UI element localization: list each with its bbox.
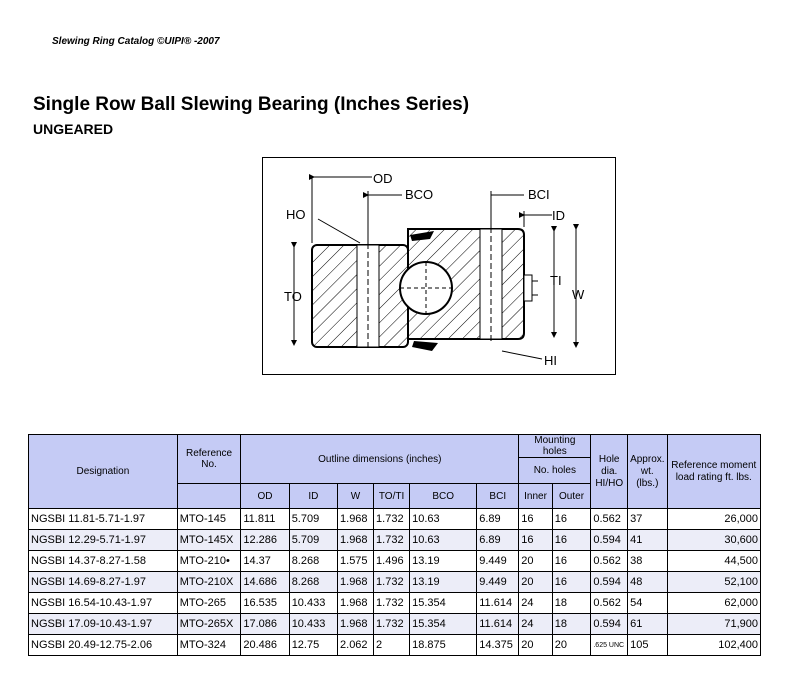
cell-ref: MTO-265 — [177, 593, 241, 614]
cell-designation: NGSBI 17.09-10.43-1.97 — [29, 614, 178, 635]
catalog-header: Slewing Ring Catalog ©UIPI® -2007 — [52, 36, 220, 47]
cell-bci: 6.89 — [477, 530, 519, 551]
table-row — [29, 551, 761, 572]
cell-wt: 54 — [628, 593, 667, 614]
cell-od: 17.086 — [241, 614, 289, 635]
cell-id: 8.268 — [289, 572, 337, 593]
cell-inner: 20 — [519, 572, 552, 593]
hi-label: HI — [544, 353, 557, 368]
w-label: W — [572, 287, 585, 302]
table-row — [29, 635, 761, 656]
specification-table — [28, 434, 761, 656]
cell-ref: MTO-210• — [177, 551, 241, 572]
cell-inner: 16 — [519, 509, 552, 530]
reference-header: Reference No. — [177, 435, 241, 484]
ref-subheader — [177, 484, 241, 509]
cell-toti: 1.732 — [374, 593, 410, 614]
cell-outer: 16 — [552, 509, 591, 530]
cell-hole: 0.594 — [591, 530, 628, 551]
table-row — [29, 593, 761, 614]
cell-rating: 30,600 — [667, 530, 760, 551]
moment-rating-header: Reference moment load rating ft. lbs. — [667, 435, 760, 509]
ho-label: HO — [286, 207, 306, 222]
no-holes-header: No. holes — [519, 458, 591, 484]
cell-bci: 14.375 — [477, 635, 519, 656]
cell-ref: MTO-265X — [177, 614, 241, 635]
table-row — [29, 530, 761, 551]
cell-designation: NGSBI 20.49-12.75-2.06 — [29, 635, 178, 656]
cell-inner: 16 — [519, 530, 552, 551]
cell-bco: 10.63 — [410, 530, 477, 551]
cell-outer: 20 — [552, 635, 591, 656]
cell-ref: MTO-145X — [177, 530, 241, 551]
cell-id: 12.75 — [289, 635, 337, 656]
cell-inner: 24 — [519, 593, 552, 614]
cell-w: 1.968 — [338, 614, 374, 635]
outer-header: Outer — [552, 484, 591, 509]
cell-ref: MTO-210X — [177, 572, 241, 593]
cell-od: 11.811 — [241, 509, 289, 530]
cell-inner: 20 — [519, 635, 552, 656]
cell-od: 20.486 — [241, 635, 289, 656]
cell-hole: .625 UNC — [591, 635, 628, 656]
cell-toti: 1.732 — [374, 614, 410, 635]
cell-w: 1.968 — [338, 530, 374, 551]
cell-toti: 1.732 — [374, 509, 410, 530]
cell-bco: 15.354 — [410, 593, 477, 614]
cell-bco: 13.19 — [410, 551, 477, 572]
cell-id: 10.433 — [289, 593, 337, 614]
toti-header: TO/TI — [374, 484, 410, 509]
cell-inner: 20 — [519, 551, 552, 572]
cell-toti: 1.732 — [374, 572, 410, 593]
w-header: W — [338, 484, 374, 509]
cell-rating: 52,100 — [667, 572, 760, 593]
bco-header: BCO — [410, 484, 477, 509]
cell-designation: NGSBI 11.81-5.71-1.97 — [29, 509, 178, 530]
cell-inner: 24 — [519, 614, 552, 635]
outline-header: Outline dimensions (inches) — [241, 435, 519, 484]
cell-wt: 41 — [628, 530, 667, 551]
bci-header: BCI — [477, 484, 519, 509]
cell-rating: 26,000 — [667, 509, 760, 530]
cell-wt: 61 — [628, 614, 667, 635]
cell-bco: 10.63 — [410, 509, 477, 530]
cell-bco: 13.19 — [410, 572, 477, 593]
cell-toti: 1.732 — [374, 530, 410, 551]
inner-header: Inner — [519, 484, 552, 509]
cell-id: 5.709 — [289, 530, 337, 551]
to-label: TO — [284, 289, 302, 304]
cell-ref: MTO-324 — [177, 635, 241, 656]
cell-outer: 16 — [552, 530, 591, 551]
cell-ref: MTO-145 — [177, 509, 241, 530]
designation-header: Designation — [29, 435, 178, 509]
od-header: OD — [241, 484, 289, 509]
od-label: OD — [373, 171, 393, 186]
cell-w: 1.968 — [338, 572, 374, 593]
cell-bci: 9.449 — [477, 551, 519, 572]
cell-designation: NGSBI 14.37-8.27-1.58 — [29, 551, 178, 572]
cell-od: 14.37 — [241, 551, 289, 572]
page-subtitle: UNGEARED — [33, 121, 114, 137]
page-title: Single Row Ball Slewing Bearing (Inches Series) — [33, 94, 470, 115]
cell-designation: NGSBI 14.69-8.27-1.97 — [29, 572, 178, 593]
cell-rating: 102,400 — [667, 635, 760, 656]
cell-w: 1.968 — [338, 509, 374, 530]
cell-bci: 6.89 — [477, 509, 519, 530]
cell-toti: 2 — [374, 635, 410, 656]
cell-outer: 18 — [552, 614, 591, 635]
cell-od: 14.686 — [241, 572, 289, 593]
cell-designation: NGSBI 16.54-10.43-1.97 — [29, 593, 178, 614]
cell-hole: 0.594 — [591, 572, 628, 593]
cell-w: 2.062 — [338, 635, 374, 656]
cell-id: 10.433 — [289, 614, 337, 635]
cell-designation: NGSBI 12.29-5.71-1.97 — [29, 530, 178, 551]
cell-id: 8.268 — [289, 551, 337, 572]
cell-wt: 105 — [628, 635, 667, 656]
cell-rating: 44,500 — [667, 551, 760, 572]
bearing-cross-section-drawing — [262, 157, 616, 375]
table-row — [29, 509, 761, 530]
cell-od: 16.535 — [241, 593, 289, 614]
cell-outer: 16 — [552, 551, 591, 572]
cell-bci: 11.614 — [477, 593, 519, 614]
cell-rating: 71,900 — [667, 614, 760, 635]
cell-outer: 16 — [552, 572, 591, 593]
cell-id: 5.709 — [289, 509, 337, 530]
cell-od: 12.286 — [241, 530, 289, 551]
cell-bco: 18.875 — [410, 635, 477, 656]
approx-wt-header: Approx. wt. (lbs.) — [628, 435, 667, 509]
cell-rating: 62,000 — [667, 593, 760, 614]
cell-outer: 18 — [552, 593, 591, 614]
mounting-header: Mounting holes — [519, 435, 591, 458]
ti-label: TI — [550, 273, 562, 288]
cell-w: 1.575 — [338, 551, 374, 572]
table-row — [29, 572, 761, 593]
cell-w: 1.968 — [338, 593, 374, 614]
cell-bco: 15.354 — [410, 614, 477, 635]
cell-bci: 9.449 — [477, 572, 519, 593]
hole-dia-header: Hole dia. HI/HO — [591, 435, 628, 509]
table-row — [29, 614, 761, 635]
id-header: ID — [289, 484, 337, 509]
cell-wt: 38 — [628, 551, 667, 572]
bci-label: BCI — [528, 187, 550, 202]
cell-hole: 0.562 — [591, 593, 628, 614]
cell-toti: 1.496 — [374, 551, 410, 572]
id-label: ID — [552, 208, 565, 223]
cell-hole: 0.594 — [591, 614, 628, 635]
cell-wt: 48 — [628, 572, 667, 593]
cell-hole: 0.562 — [591, 551, 628, 572]
cell-hole: 0.562 — [591, 509, 628, 530]
cell-bci: 11.614 — [477, 614, 519, 635]
bco-label: BCO — [405, 187, 434, 202]
cell-wt: 37 — [628, 509, 667, 530]
